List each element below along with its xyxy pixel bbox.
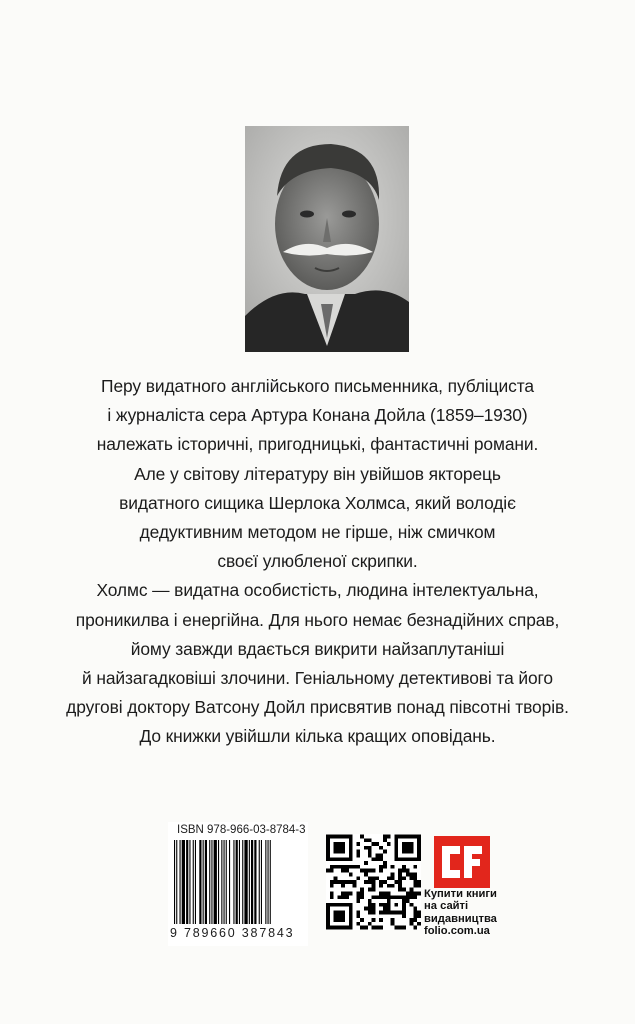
publisher-website-link[interactable]: folio.com.ua [424,925,490,938]
qr-code[interactable] [326,834,421,930]
description-line: Але у світову літературу він увійшов якторець [134,463,501,484]
description-line: й найзагадковіші злочини. Геніальному детективові та його [82,668,553,689]
description-line: дедуктивним методом не гірше, ніж смичком [139,522,496,543]
description-line: Перу видатного англійського письменника, публіциста [101,376,534,396]
description-line: йому завжди вдається викрити найзаплутаніші [130,638,505,659]
promo-line: видавництва [424,912,497,925]
description-line: видатного сищика Шерлока Холмса, який володіє [119,492,516,513]
description-line: другові доктору Ватсону Дойл присвятив понад півсотні творів. [66,697,569,718]
barcode-bars [172,840,304,926]
barcode-digits: 9 789660 387843 [170,926,295,940]
isbn-label: ISBN 978-966-03-8784-3 [177,824,306,836]
promo-line: на сайті [424,900,469,913]
publisher-logo [434,836,490,888]
cf-logo-icon [434,836,490,888]
promo-line: Купити книги [424,888,497,900]
description-line: і журналіста сера Артура Конана Дойла (1859–1930) [107,405,528,426]
description-line: До книжки увійшли кілька кращих оповідань. [139,726,496,747]
portrait-photo [245,126,409,352]
description-line: проникилва і енергійна. Для нього немає безнадійних справ, [75,609,560,630]
description-line: своєї улюбленої скрипки. [217,551,418,572]
publisher-promo [424,888,534,938]
qr-code-icon [326,834,421,930]
book-description [0,372,635,752]
description-line: належать історичні, пригодницькі, фантастичні романи. [96,434,539,455]
description-line: Холмс — видатна особистість, людина інтелектуальна, [96,580,539,601]
author-portrait [245,126,409,352]
isbn-barcode [168,822,308,946]
